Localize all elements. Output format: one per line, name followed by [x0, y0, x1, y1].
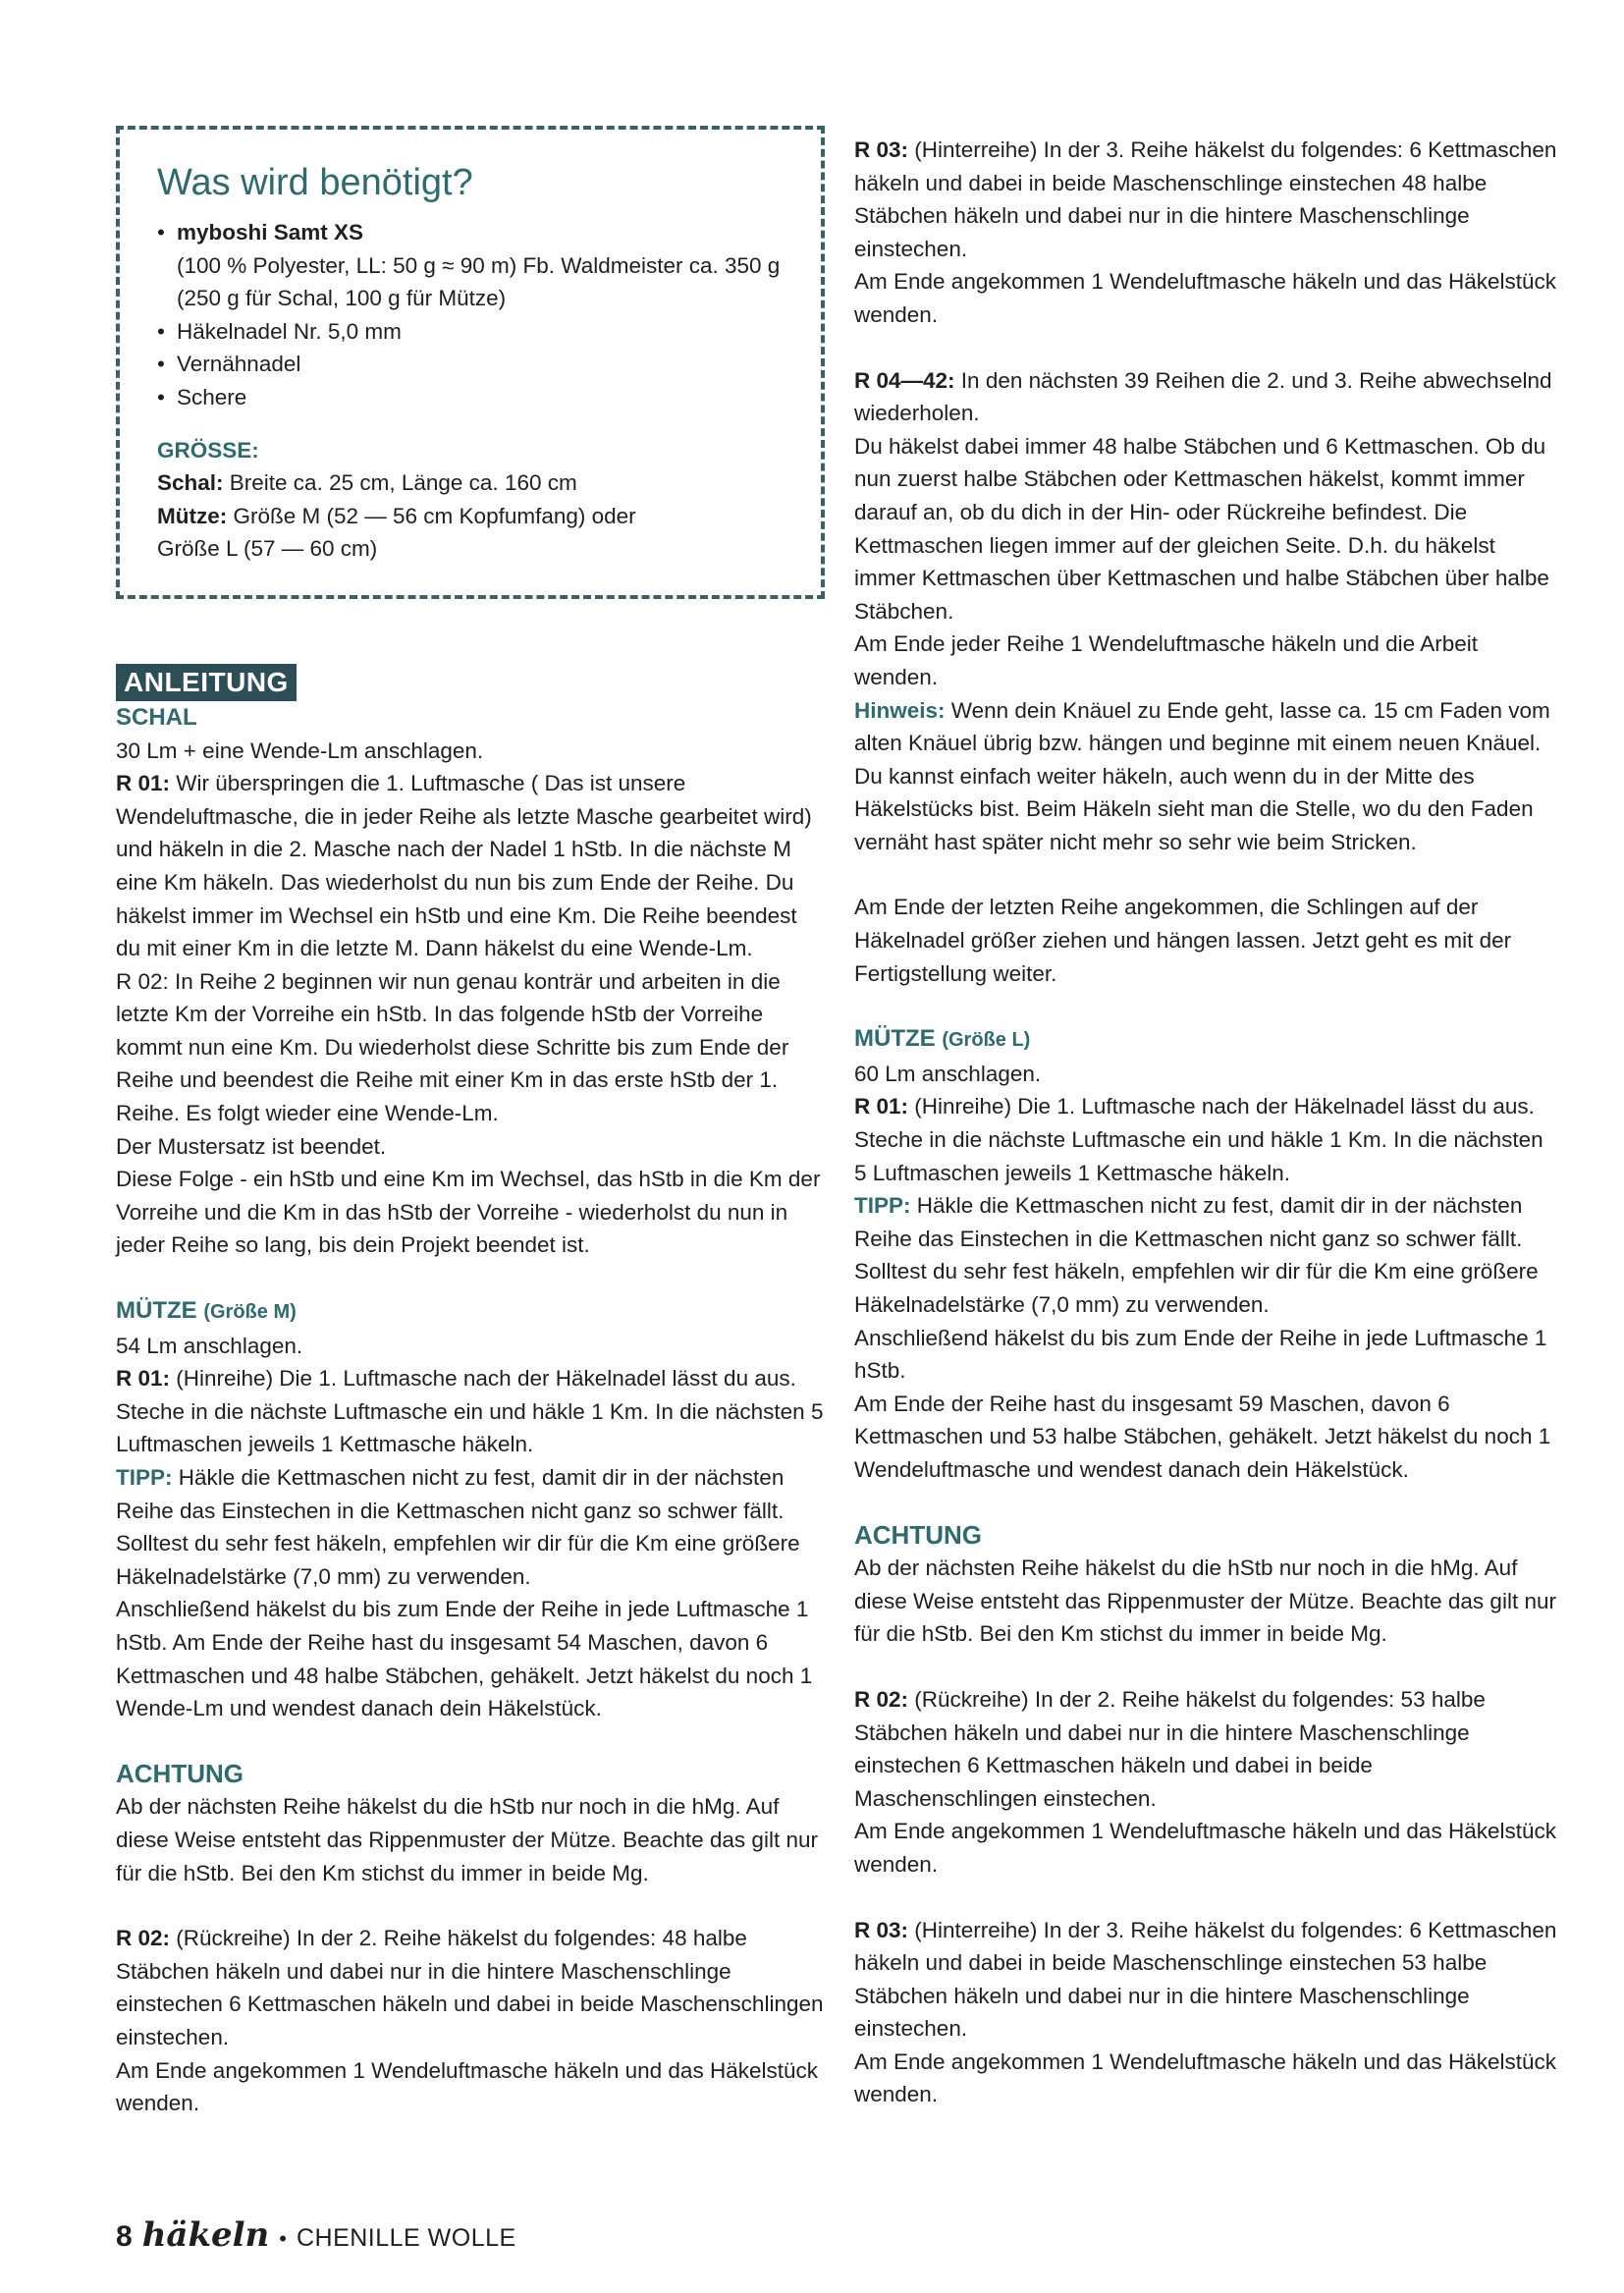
hat-l-r03-end: Am Ende angekommen 1 Wendeluftmasche häkeln und das Häkelstück wenden.	[854, 2048, 1556, 2107]
scarf-size-label: Schal:	[157, 470, 224, 496]
hat-m-r04	[854, 364, 1561, 430]
hat-m-attention-heading: ACHTUNG	[116, 1758, 244, 1788]
materials-box	[116, 126, 825, 599]
hat-m-heading-main: MÜTZE	[116, 1297, 197, 1325]
hat-m-line-after: Anschließend häkelst du bis zum Ende der Reihe in jede Luftmasche 1 hStb. Am Ende der Reihe hast du insgesamt 54 Maschen, davon 6 Kettmaschen und 48 halbe Stäbchen, gehäkelt. Jetzt häkelst du noch 1 Wende-Lm und wendest danach dein Häkelstück.	[116, 1597, 813, 1721]
hat-size	[157, 500, 782, 533]
tool-item: • Vernähnadel	[157, 348, 782, 381]
hat-m-r04-more: Du häkelst dabei immer 48 halbe Stäbchen und 6 Kettmaschen. Ob du nun zuerst halbe Stäbchen oder Kettmaschen häkelst, kommt immer darauf an, ob du dich in der Hin- oder Rückreihe befindest. Die Kettmaschen liegen immer auf der gleichen Seite. D.h. du häkelst immer Kettmaschen über Kettmaschen und halbe Stäbchen über halbe Stäbchen.	[854, 433, 1549, 624]
scarf-r02: R 02: In Reihe 2 beginnen wir nun genau konträr und arbeiten in die letzte Km der Vorreihe ein hStb. In das folgende hStb der Vorreihe kommt nun eine Km. Du wiederholst diese Schritte bis zum Ende der Reihe und beendest die Reihe mit einer Km in das erste hStb der 1. Reihe. Es folgt wieder eine Wende-Lm.	[116, 968, 789, 1126]
hat-m-tip	[116, 1461, 825, 1593]
hat-m-r03-label: R 03:	[854, 137, 909, 162]
hat-size-label: Mütze:	[157, 503, 228, 528]
tools-list	[157, 315, 782, 414]
hat-l-r02	[854, 1683, 1561, 1815]
hat-l-r01-label: R 01:	[854, 1094, 909, 1119]
hat-l-line-after: Anschließend häkelst du bis zum Ende der Reihe in jede Luftmasche 1 hStb.	[854, 1325, 1547, 1384]
hat-l-r01-text: (Hinreihe) Die 1. Luftmasche nach der Häkelnadel lässt du aus. Steche in die nächste Luftmasche ein und häkle 1 Km. In die nächsten 5 Luftmaschen jeweils 1 Kettmasche häkeln.	[854, 1094, 1543, 1185]
scarf-size-value: Breite ca. 25 cm, Länge ca. 160 cm	[223, 470, 577, 496]
hat-m-r01-text: (Hinreihe) Die 1. Luftmasche nach der Häkelnadel lässt du aus. Steche in die nächste Luftmasche ein und häkle 1 Km. In die nächsten 5 Luftmaschen jeweils 1 Kettmasche häkeln.	[116, 1366, 824, 1457]
hat-l-r01	[854, 1090, 1561, 1189]
hat-l-r02-label: R 02:	[854, 1686, 909, 1712]
hat-m-r03	[854, 134, 1561, 265]
left-column	[116, 126, 825, 2120]
hat-m-r01-label: R 01:	[116, 1366, 171, 1392]
hat-m-attention-text: Ab der nächsten Reihe häkelst du die hStb nur noch in die hMg. Auf diese Weise entsteht das Rippenmuster der Mütze. Beachte das gilt nur für die hStb. Bei den Km stichst du immer in beide Mg.	[116, 1794, 818, 1885]
scarf-r01-label: R 01:	[116, 771, 171, 796]
hat-l-r02-end: Am Ende angekommen 1 Wendeluftmasche häkeln und das Häkelstück wenden.	[854, 1819, 1556, 1877]
hat-l-r02-text: (Rückreihe) In der 2. Reihe häkelst du folgendes: 53 halbe Stäbchen häkeln und dabei nur in die hintere Maschenschlinge einstechen 6 Kettmaschen häkeln und dabei in beide Maschenschlingen einstechen.	[854, 1686, 1486, 1811]
scarf-heading: SCHAL	[116, 703, 197, 731]
hat-m-r03-end: Am Ende angekommen 1 Wendeluftmasche häkeln und das Häkelstück wenden.	[854, 269, 1556, 327]
hat-l-tip-label: TIPP:	[854, 1193, 911, 1219]
hat-l-attention-heading: ACHTUNG	[854, 1519, 982, 1550]
hat-m-heading	[116, 1294, 825, 1330]
hat-l-tip-text: Häkle die Kettmaschen nicht zu fest, damit dir in der nächsten Reihe das Einstechen in die Kettmaschen nicht ganz so schwer fällt. Solltest du sehr fest häkeln, empfehlen wir dir für die Km eine größere Häkelnadelstärke (7,0 mm) zu verwenden.	[854, 1193, 1539, 1317]
yarn-detail-1: (100 % Polyester, LL: 50 g ≈ 90 m) Fb. Waldmeister ca. 350 g	[177, 252, 781, 278]
tool-item: • Schere	[157, 381, 782, 414]
hat-l-r03-label: R 03:	[854, 1917, 909, 1942]
hat-m-hint-label: Hinweis:	[854, 697, 946, 723]
hat-m-r04-label: R 04—42:	[854, 367, 955, 393]
scarf-line-1: 30 Lm + eine Wende-Lm anschlagen.	[116, 737, 484, 763]
right-column	[854, 134, 1561, 2111]
hat-l-r03	[854, 1914, 1561, 2046]
scarf-line-end: Der Mustersatz ist beendet.	[116, 1133, 387, 1159]
yarn-name: myboshi Samt XS	[177, 220, 364, 245]
hat-l-attention-text: Ab der nächsten Reihe häkelst du die hStb nur noch in die hMg. Auf diese Weise entsteht das Rippenmuster der Mütze. Beachte das gilt nur für die hStb. Bei den Km stichst du immer in beide Mg.	[854, 1556, 1556, 1647]
hat-l-heading-size: (Größe L)	[942, 1029, 1031, 1052]
size-heading: GRÖSSE:	[157, 437, 259, 463]
instructions-tag: ANLEITUNG	[116, 664, 297, 701]
hat-m-r02-end: Am Ende angekommen 1 Wendeluftmasche häkeln und das Häkelstück wenden.	[116, 2057, 818, 2116]
hat-m-heading-size: (Größe M)	[203, 1301, 297, 1324]
hat-m-r04-text: In den nächsten 39 Reihen die 2. und 3. Reihe abwechselnd wiederholen.	[854, 367, 1552, 426]
hat-m-hint-text: Wenn dein Knäuel zu Ende geht, lasse ca. 15 cm Faden vom alten Knäuel übrig bzw. hängen und beginne mit einem neuen Knäuel. Du kannst einfach weiter häkeln, auch wenn du in der Mitte des Häkelstücks bist. Beim Häkeln sieht man die Stelle, wo du den Faden vernäht hast später nicht mehr so sehr wie beim Stricken.	[854, 697, 1550, 854]
hat-l-heading-main: MÜTZE	[854, 1025, 936, 1053]
hat-m-r04-end: Am Ende jeder Reihe 1 Wendeluftmasche häkeln und die Arbeit wenden.	[854, 631, 1478, 689]
tool-item: • Häkelnadel Nr. 5,0 mm	[157, 315, 782, 349]
hat-m-final: Am Ende der letzten Reihe angekommen, die Schlingen auf der Häkelnadel größer ziehen und hängen lassen. Jetzt geht es mit der Fertigstellung weiter.	[854, 895, 1512, 986]
hat-m-hint	[854, 694, 1561, 859]
scarf-size	[157, 466, 782, 500]
footer-title: CHENILLE WOLLE	[296, 2224, 516, 2252]
magazine-logo: häkeln	[141, 2215, 270, 2255]
hat-l-r03-text: (Hinterreihe) In der 3. Reihe häkelst du folgendes: 6 Kettmaschen häkeln und dabei in beide Maschenschlinge einstechen 53 halbe Stäbchen häkeln und dabei nur in die hintere Maschenschlinge einstechen.	[854, 1917, 1557, 2042]
footer-separator: •	[279, 2226, 287, 2251]
hat-l-tip	[854, 1189, 1561, 1321]
hat-l-line-total: Am Ende der Reihe hast du insgesamt 59 Maschen, davon 6 Kettmaschen und 53 halbe Stäbchen, gehäkelt. Jetzt häkelst du noch 1 Wendeluftmasche und wendest danach dein Häkelstück.	[854, 1391, 1551, 1482]
scarf-r01	[116, 767, 825, 965]
hat-m-r02-label: R 02:	[116, 1926, 171, 1951]
hat-l-line-1: 60 Lm anschlagen.	[854, 1061, 1042, 1086]
page-footer	[116, 2215, 516, 2265]
materials-item-yarn	[157, 216, 782, 249]
hat-m-tip-label: TIPP:	[116, 1465, 173, 1490]
hat-m-r02-text: (Rückreihe) In der 2. Reihe häkelst du folgendes: 48 halbe Stäbchen häkeln und dabei nur in die hintere Maschenschlinge einstechen 6 Kettmaschen häkeln und dabei in beide Maschenschlingen einstechen.	[116, 1926, 824, 2049]
materials-list	[157, 216, 782, 249]
hat-m-tip-text: Häkle die Kettmaschen nicht zu fest, damit dir in der nächsten Reihe das Einstechen in die Kettmaschen nicht ganz so schwer fällt. Solltest du sehr fest häkeln, empfehlen wir dir für die Km eine größere Häkelnadelstärke (7,0 mm) zu verwenden.	[116, 1465, 800, 1589]
instructions-tag-row	[116, 664, 825, 701]
scarf-r01-text: Wir überspringen die 1. Luftmasche ( Das ist unsere Wendeluftmasche, die in jeder Reihe als letzte Masche gearbeitet wird) und häkeln in die 2. Masche nach der Nadel 1 hStb. In die nächste M eine Km häkeln. Das wiederholst du nun bis zum Ende der Reihe. Du häkelst immer im Wechsel ein hStb und eine Km. Die Reihe beendest du mit einer Km in die letzte M. Dann häkelst du eine Wende-Lm.	[116, 771, 812, 961]
hat-m-line-1: 54 Lm anschlagen.	[116, 1333, 303, 1358]
hat-size-2: Größe L (57 — 60 cm)	[157, 536, 378, 562]
hat-m-r02	[116, 1922, 825, 2053]
scarf-line-repeat: Diese Folge - ein hStb und eine Km im Wechsel, das hStb in die Km der Vorreihe und die Km in das hStb der Vorreihe - wiederholst du nun in jeder Reihe so lang, bis dein Projekt beendet ist.	[116, 1167, 821, 1258]
hat-l-heading	[854, 1022, 1561, 1058]
yarn-detail-2: (250 g für Schal, 100 g für Mütze)	[177, 286, 507, 311]
hat-m-r03-text: (Hinterreihe) In der 3. Reihe häkelst du folgendes: 6 Kettmaschen häkeln und dabei in beide Maschenschlinge einstechen 48 halbe Stäbchen häkeln und dabei nur in die hintere Maschenschlinge einstechen.	[854, 137, 1557, 261]
hat-size-value: Größe M (52 — 56 cm Kopfumfang) oder	[227, 503, 636, 528]
page-number: 8	[116, 2220, 133, 2253]
materials-heading: Was wird benötigt?	[157, 162, 473, 203]
hat-m-r01	[116, 1362, 825, 1461]
